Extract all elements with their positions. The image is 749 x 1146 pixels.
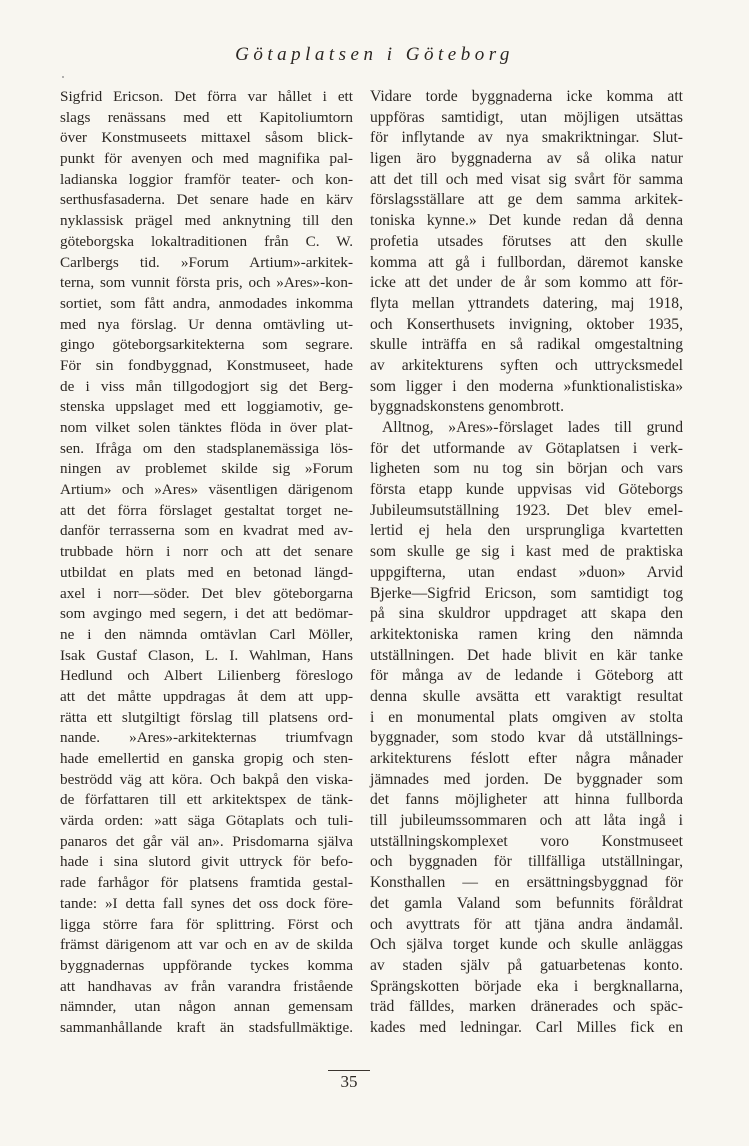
text-line: och byggnaden för tillfälliga utställningar, xyxy=(370,853,683,871)
text-line: sen. Ifråga om den stadsplanemässiga lös- xyxy=(60,439,353,457)
speck xyxy=(62,76,64,78)
text-line: att det måtte uppdragas åt dem att upp- xyxy=(60,687,353,705)
text-line: till jubileumssommaren och att låta ingå i xyxy=(370,812,683,830)
text-line: att det förra förslaget gestaltat torget ne- xyxy=(60,501,353,519)
text-line: serthusfasaderna. Det senare hade en kärv xyxy=(60,191,353,209)
text-line: värda orden: »att säga Götaplats och tuli- xyxy=(60,812,353,830)
page-number: 35 xyxy=(340,1072,358,1091)
text-line: lertid ej hela den ursprungliga kvartetten xyxy=(370,522,683,540)
text-line: ladianska loggior framför teater- och kon- xyxy=(60,170,353,188)
text-line: över Konstmuseets mittaxel såsom blick- xyxy=(60,129,353,147)
text-line: byggnadernas uppförande tyckes komma xyxy=(60,956,353,974)
text-line: utställningskomplexet voro Konstmuseet xyxy=(370,832,683,850)
text-line: jämnades med jorden. De byggnader som xyxy=(370,770,683,788)
text-line: skulle inträffa en så radikal omgestaltning xyxy=(370,336,683,354)
text-line: med nya förslag. Ur denna omtävling ut- xyxy=(60,315,353,333)
text-line: uppgifterna, utan endast »duon» Arvid xyxy=(370,563,683,581)
text-line: rätta ett slutgiltigt förslag till platsens ord- xyxy=(60,708,353,726)
text-line: sortiet, som fått andra, anmodades inkomma xyxy=(60,294,353,312)
text-line: som skulle ge sig i kast med de praktiska xyxy=(370,543,683,561)
text-line: det fanns möjligheter att hinna fullborda xyxy=(370,791,683,809)
running-header: Götaplatsen i Göteborg xyxy=(235,44,514,65)
text-line: hade i sina slutord givit uttryck för befo- xyxy=(60,853,353,871)
text-line: att handhavas av från varandra fristående xyxy=(60,977,353,995)
text-line: och avyttrats för att tjäna andra ändamål. xyxy=(370,915,683,933)
text-line: icke att det under de år som kommo att för- xyxy=(370,274,683,292)
text-line: trubbade hörn i norr och att det senare xyxy=(60,543,353,561)
text-line: För sin fondbyggnad, Konstmuseet, hade xyxy=(60,356,353,374)
text-line: nande. »Ares»-arkitekternas triumfvagn xyxy=(60,729,353,747)
text-line: stenska uppslaget med ett loggiamotiv, ge- xyxy=(60,398,353,416)
text-line: denna skulle avsätta ett varaktigt resultat xyxy=(370,687,683,705)
text-line: axel i norr—söder. Det blev göteborgarna xyxy=(60,584,353,602)
text-line: det gamla Valand som befunnits föråldrat xyxy=(370,894,683,912)
text-line: Sprängskotten började eka i bergknallarna, xyxy=(370,977,683,995)
text-line: förslagsställare att ge dem samma arkitek- xyxy=(370,191,683,209)
text-line: träd fälldes, marken dränerades och späc- xyxy=(370,998,683,1016)
text-line: Vidare torde byggnaderna icke komma att xyxy=(370,88,683,105)
page-number-rule xyxy=(328,1070,370,1071)
text-line: arkitektoniska ramen kring den nämnda xyxy=(370,625,683,643)
text-line: ningen av problemet skilde sig »Forum xyxy=(60,460,353,478)
text-line: toniska kynne.» Det kunde redan då denna xyxy=(370,212,683,230)
text-line: profetia utsades förutses att den skulle xyxy=(370,232,683,250)
text-line: ligga större fara för splittring. Först och xyxy=(60,915,353,933)
text-line: Carlbergs tid. »Forum Artium»-arkitek- xyxy=(60,253,353,271)
text-line: komma att gå i fullbordan, däremot kanske xyxy=(370,253,683,271)
text-line: Hedlund och Albert Lilienberg föreslogo xyxy=(60,667,353,685)
text-line: byggnader, som stodo kvar då utställnings- xyxy=(370,729,683,747)
text-line: för inflytande av nya smakriktningar. Slut- xyxy=(370,129,683,147)
text-line: för många av de ledande i Göteborg att xyxy=(370,667,683,685)
text-line: flyta mellan yttrandets datering, maj 1918, xyxy=(370,294,683,312)
text-line: beströdd väg att köra. Och bakpå den viska- xyxy=(60,770,353,788)
text-line: i en monumental plats omgiven av stolta xyxy=(370,708,683,726)
text-line: som avgingo med segern, i det att bedömar- xyxy=(60,605,353,623)
text-line: som ligger i den moderna »funktionalistiska» xyxy=(370,377,683,395)
text-line: göteborgska lokaltraditionen från C. W. xyxy=(60,232,353,250)
text-line: utbildat en plats med en betonad längd- xyxy=(60,563,353,581)
text-line: nyklassisk prägel med anknytning till den xyxy=(60,212,353,230)
text-line: de i viss mån tillgodogjort sig det Berg- xyxy=(60,377,353,395)
text-line: punkt för avenyen och med magnifika pal- xyxy=(60,150,353,168)
text-line: rade farhågor för platsens framtida gestal- xyxy=(60,874,353,892)
text-line: danför terrasserna som en kvadrat med av- xyxy=(60,522,353,540)
text-line: ligheten som nu tog sin början och vars xyxy=(370,460,683,478)
text-line: tande: »I detta fall synes det oss dock före- xyxy=(60,894,353,912)
text-line: Isak Gustaf Clason, L. I. Wahlman, Hans xyxy=(60,646,353,664)
text-line: att det till och med visat sig svårt för samma xyxy=(370,170,683,188)
text-line: byggnadskonstens genombrott. xyxy=(370,398,565,416)
text-line: arkitekturens féslott efter några månader xyxy=(370,750,683,767)
text-line: kades med ledningar. Carl Milles fick en xyxy=(370,1018,683,1036)
text-line: de författaren till ett arkitektspex de tänk- xyxy=(60,791,353,809)
text-line: Artium» och »Ares» väsentligen därigenom xyxy=(60,481,353,499)
text-line: Jubileumsutställning 1923. Det blev emel- xyxy=(370,501,683,519)
text-line: gingo göteborgsarkitekterna som segrare. xyxy=(60,336,353,354)
text-line: Alltnog, »Ares»-förslaget lades till grund xyxy=(382,419,683,436)
text-line: sammanhållande kraft än stadsfullmäktige. xyxy=(60,1018,353,1036)
text-line: främst därigenom att var och en av de skilda xyxy=(60,936,353,954)
text-line: utställningen. Det hade blivit en kär tanke xyxy=(370,646,683,664)
text-line: Och själva torget kunde och skulle anläggas xyxy=(370,936,683,954)
text-line: och Konserthusets invigning, oktober 1935, xyxy=(370,315,683,333)
text-line: på sina skuldror uppdraget att skapa den xyxy=(370,605,683,623)
text-line: nämnder, utan någon annan gemensam xyxy=(60,998,353,1016)
text-line: ne i den nämnda omtävlan Carl Möller, xyxy=(60,625,353,643)
text-line: uppföras samtidigt, utan möjligen utsättas xyxy=(370,108,683,126)
left-column xyxy=(60,87,353,1039)
text-line: slags renässans med ett Kapitoliumtorn xyxy=(60,108,353,126)
text-line: terna, som vunnit första pris, och »Ares»-kon- xyxy=(60,274,353,292)
text-line: ligen äro byggnaderna av så olika natur xyxy=(370,150,683,168)
text-line: första etapp kunde uppvisas vid Göteborgs xyxy=(370,481,683,499)
text-line: Konsthallen — en ersättningsbyggnad för xyxy=(370,874,683,892)
text-line: av arkitekturens syften och uttrycksmedel xyxy=(370,356,683,374)
text-line: av staden själv på gatuarbetenas konto. xyxy=(370,956,683,974)
text-line: Bjerke—Sigfrid Ericson, som samtidigt tog xyxy=(370,584,683,602)
text-line: panaros det går väl an». Prisdomarna själva xyxy=(60,832,353,850)
text-line: hade emellertid en ganska gropig och sten- xyxy=(60,750,353,767)
text-line: för det utformande av Götaplatsen i verk- xyxy=(370,439,683,457)
text-line: Sigfrid Ericson. Det förra var hållet i ett xyxy=(60,88,353,105)
right-column xyxy=(370,87,683,1039)
text-line: nom vilket solen tänktes flöda in över plat- xyxy=(60,419,353,436)
